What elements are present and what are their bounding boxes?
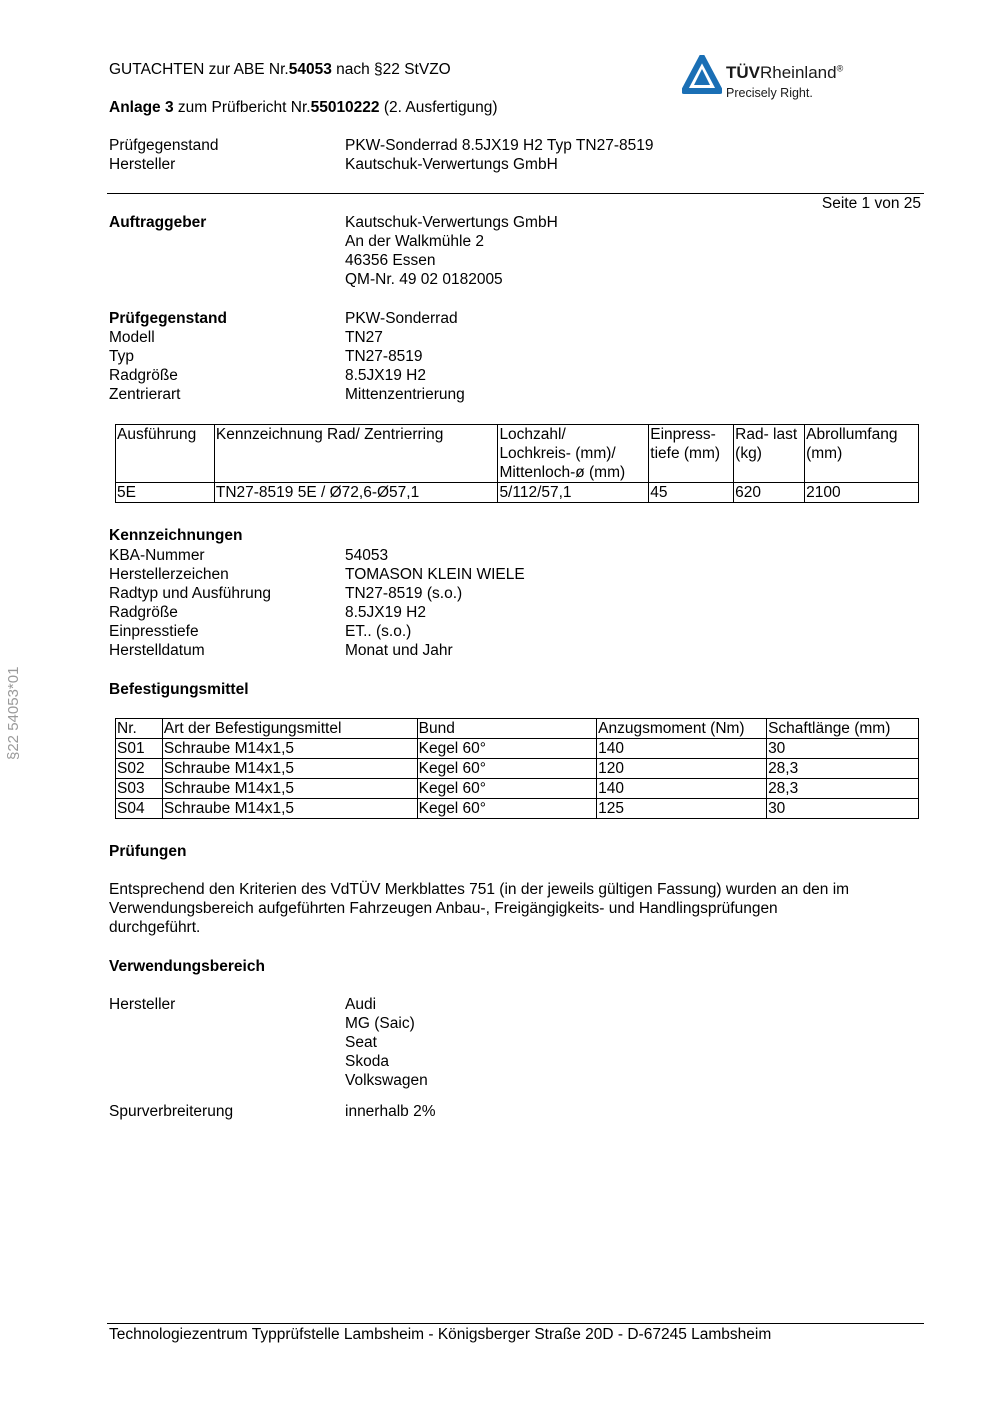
spec-label: Zentrierart xyxy=(109,386,181,403)
marking-value: TOMASON KLEIN WIELE xyxy=(345,566,525,583)
spec-value: Mittenzentrierung xyxy=(345,386,465,403)
table-cell: TN27-8519 5E / Ø72,6-Ø57,1 xyxy=(214,483,498,503)
hersteller-label: Hersteller xyxy=(109,156,176,173)
vb-hersteller-item: Skoda xyxy=(345,1053,389,1070)
table-cell: 620 xyxy=(734,483,805,503)
pruefgegenstand-label: Prüfgegenstand xyxy=(109,137,219,154)
table-header-cell: Rad- last (kg) xyxy=(734,425,805,483)
table-cell: 30 xyxy=(767,739,919,759)
table-cell: 30 xyxy=(767,799,919,819)
table-cell: S03 xyxy=(116,779,163,799)
table-header-row xyxy=(116,719,919,739)
spec-value: TN27-8519 xyxy=(345,348,423,365)
marking-value: TN27-8519 (s.o.) xyxy=(345,585,463,602)
spurverbreiterung-label: Spurverbreiterung xyxy=(109,1103,234,1120)
marking-value: ET.. (s.o.) xyxy=(345,623,412,640)
table-cell: 28,3 xyxy=(767,759,919,779)
table-cell: 120 xyxy=(597,759,767,779)
hersteller-value: Kautschuk-Verwertungs GmbH xyxy=(345,156,558,173)
marking-label: Herstellerzeichen xyxy=(109,566,229,583)
marking-value: 8.5JX19 H2 xyxy=(345,604,426,621)
table-cell: 140 xyxy=(597,739,767,759)
kennzeichnungen-heading: Kennzeichnungen xyxy=(109,527,243,544)
table-header-cell: Art der Befestigungsmittel xyxy=(162,719,417,739)
footer-address: Technologiezentrum Typprüfstelle Lambsheim - Königsberger Straße 20D - D-67245 Lambsheim xyxy=(109,1326,772,1343)
table-header-cell: Nr. xyxy=(116,719,163,739)
footer-divider xyxy=(107,1323,924,1324)
table-header-cell: Bund xyxy=(417,719,597,739)
pruefgegenstand-heading: Prüfgegenstand xyxy=(109,310,227,327)
spec-value: TN27 xyxy=(345,329,383,346)
sidebar-reference: §22 54053*01 xyxy=(5,666,22,760)
table-cell: 140 xyxy=(597,779,767,799)
auftraggeber-label: Auftraggeber xyxy=(109,214,207,231)
table-row xyxy=(116,799,919,819)
table-cell: Schraube M14x1,5 xyxy=(162,799,417,819)
table-header-cell: Schaftlänge (mm) xyxy=(767,719,919,739)
table-cell: Kegel 60° xyxy=(417,739,597,759)
spec-label: Radgröße xyxy=(109,367,178,384)
marking-label: Herstelldatum xyxy=(109,642,205,659)
logo-name: TÜVRheinland® xyxy=(726,63,844,82)
table-cell: Schraube M14x1,5 xyxy=(162,739,417,759)
pruefungen-text-line: Entsprechend den Kriterien des VdTÜV Merkblattes 751 (in der jeweils gültigen Fassung) wurden an den im xyxy=(109,881,850,898)
vb-hersteller-item: MG (Saic) xyxy=(345,1015,415,1032)
vb-hersteller-item: Seat xyxy=(345,1034,377,1051)
table-header-cell: Einpress- tiefe (mm) xyxy=(649,425,734,483)
pruefungen-text-line: Verwendungsbereich aufgeführten Fahrzeugen Anbau-, Freigängigkeits- und Handlingsprüfungen xyxy=(109,900,778,917)
auftraggeber-line: QM-Nr. 49 02 0182005 xyxy=(345,271,503,288)
vb-hersteller-item: Volkswagen xyxy=(345,1072,428,1089)
marking-label: Radgröße xyxy=(109,604,178,621)
table-cell: 5/112/57,1 xyxy=(498,483,649,503)
befestigung-heading: Befestigungsmittel xyxy=(109,681,249,698)
table-cell: 125 xyxy=(597,799,767,819)
table-row xyxy=(116,739,919,759)
spec-label: Typ xyxy=(109,348,134,365)
spec-label: Modell xyxy=(109,329,155,346)
pruefungen-text-line: durchgeführt. xyxy=(109,919,201,936)
logo-tagline: Precisely Right. xyxy=(726,86,813,100)
table-header-cell: Ausführung xyxy=(116,425,215,483)
table-cell: S01 xyxy=(116,739,163,759)
auftraggeber-line: An der Walkmühle 2 xyxy=(345,233,484,250)
marking-label: Radtyp und Ausführung xyxy=(109,585,272,602)
page-info: Seite 1 von 25 xyxy=(821,195,921,212)
marking-label: Einpresstiefe xyxy=(109,623,199,640)
tuv-triangle-logo-icon xyxy=(682,55,722,95)
ausfuehrung-table xyxy=(115,424,919,503)
table-cell: Kegel 60° xyxy=(417,759,597,779)
marking-value: Monat und Jahr xyxy=(345,642,453,659)
vb-hersteller-label: Hersteller xyxy=(109,996,176,1013)
table-header-row xyxy=(116,425,919,483)
table-header-cell: Lochzahl/ Lochkreis- (mm)/ Mittenloch-ø (mm) xyxy=(498,425,649,483)
table-cell: Schraube M14x1,5 xyxy=(162,779,417,799)
table-cell: 45 xyxy=(649,483,734,503)
spurverbreiterung-value: innerhalb 2% xyxy=(345,1103,436,1120)
table-cell: S02 xyxy=(116,759,163,779)
pruefgegenstand-heading-value: PKW-Sonderrad xyxy=(345,310,458,327)
marking-label: KBA-Nummer xyxy=(109,547,205,564)
table-cell: 2100 xyxy=(805,483,919,503)
table-row xyxy=(116,483,919,503)
table-header-cell: Anzugsmoment (Nm) xyxy=(597,719,767,739)
table-cell: S04 xyxy=(116,799,163,819)
table-row xyxy=(116,779,919,799)
table-header-cell: Kennzeichnung Rad/ Zentrierring xyxy=(214,425,498,483)
spec-value: 8.5JX19 H2 xyxy=(345,367,426,384)
table-header-cell: Abrollumfang (mm) xyxy=(805,425,919,483)
tuv-logo xyxy=(682,55,872,105)
header-divider xyxy=(107,193,924,194)
table-cell: Kegel 60° xyxy=(417,799,597,819)
header-line-2: Anlage 3 zum Prüfbericht Nr.55010222 (2. Ausfertigung) xyxy=(109,99,498,116)
table-row xyxy=(116,759,919,779)
vb-hersteller-item: Audi xyxy=(345,996,377,1013)
befestigung-table xyxy=(115,718,919,819)
table-cell: Kegel 60° xyxy=(417,779,597,799)
auftraggeber-line: Kautschuk-Verwertungs GmbH xyxy=(345,214,558,231)
header-line-1: GUTACHTEN zur ABE Nr.54053 nach §22 StVZO xyxy=(109,61,451,78)
table-cell: Schraube M14x1,5 xyxy=(162,759,417,779)
verwendungsbereich-heading: Verwendungsbereich xyxy=(109,958,265,975)
table-cell: 5E xyxy=(116,483,215,503)
pruefgegenstand-value: PKW-Sonderrad 8.5JX19 H2 Typ TN27-8519 xyxy=(345,137,654,154)
marking-value: 54053 xyxy=(345,547,389,564)
table-cell: 28,3 xyxy=(767,779,919,799)
pruefungen-heading: Prüfungen xyxy=(109,843,187,860)
auftraggeber-line: 46356 Essen xyxy=(345,252,436,269)
